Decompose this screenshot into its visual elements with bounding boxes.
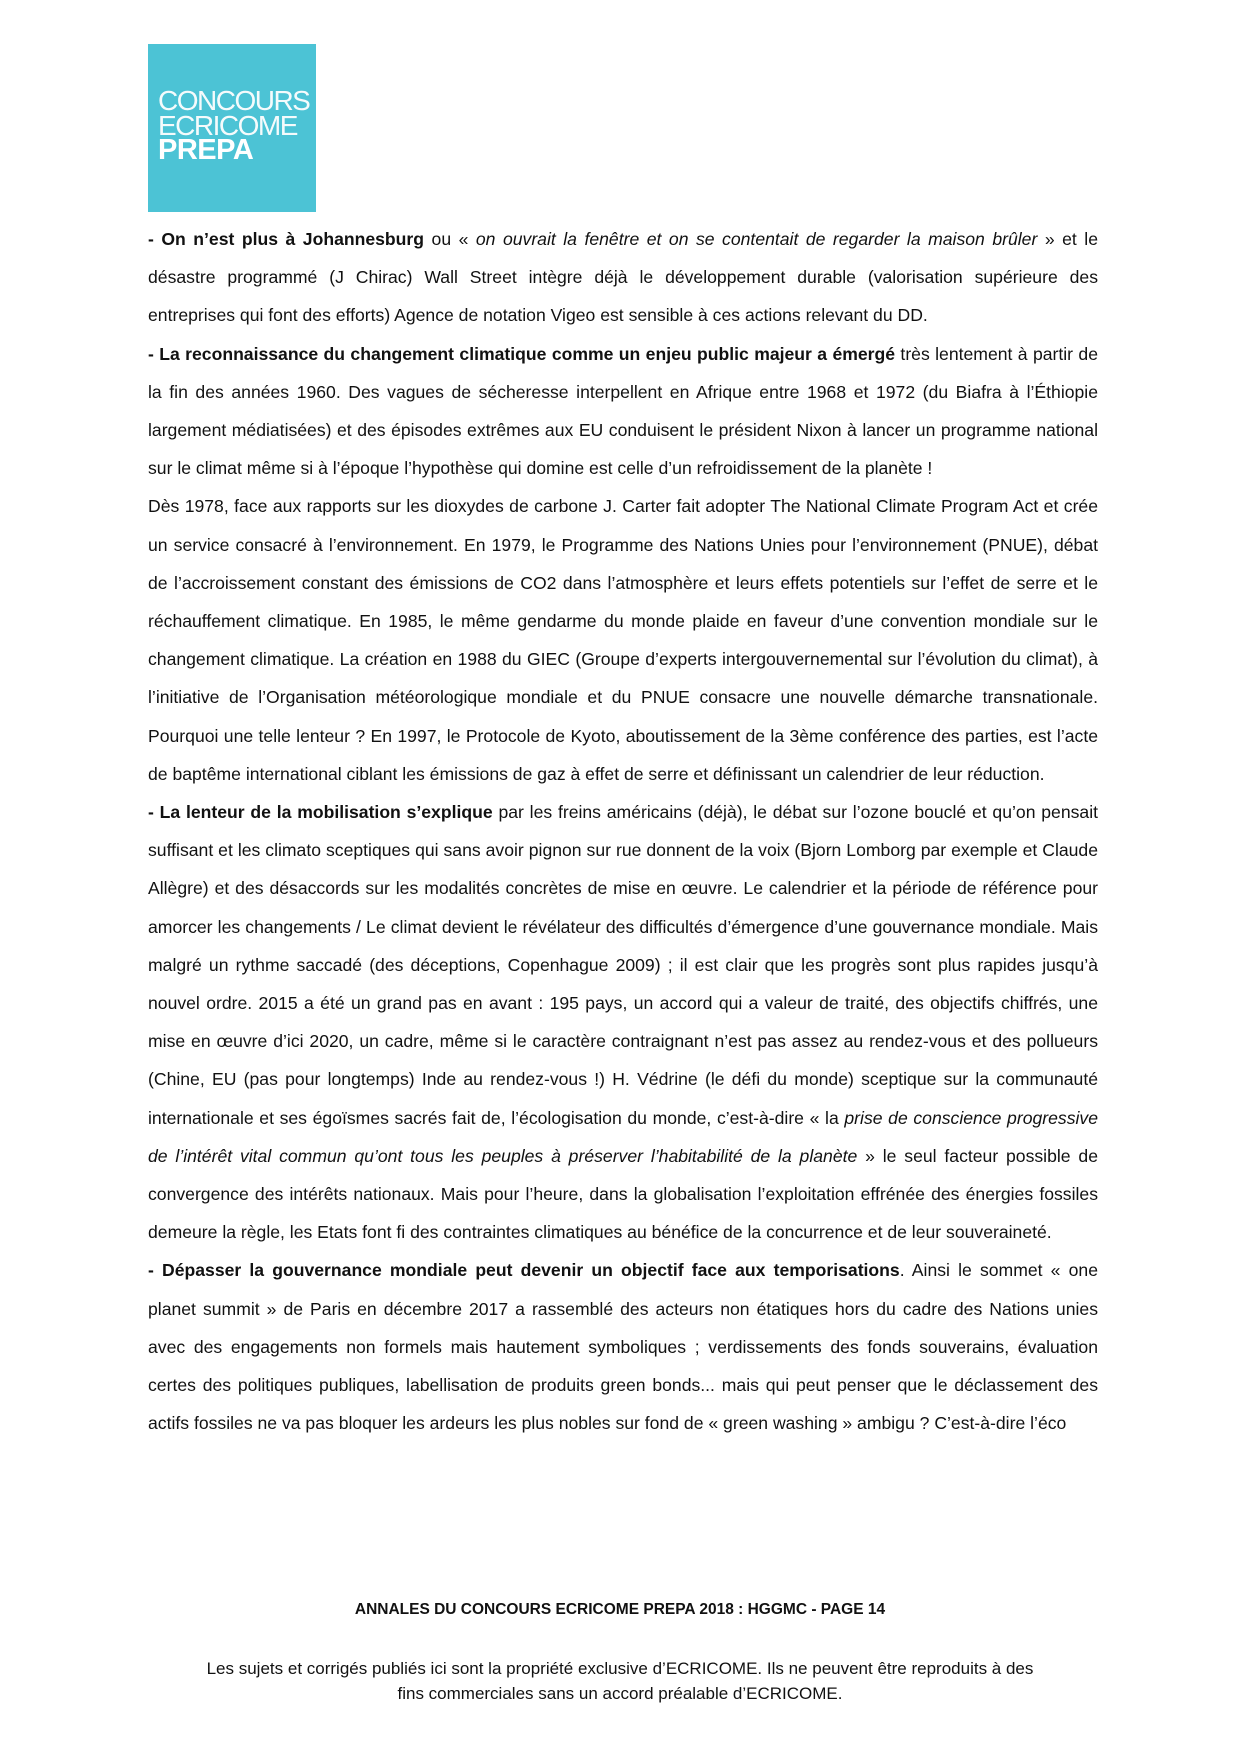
footer-copyright-note — [0, 1656, 1240, 1706]
paragraph-text: très lentement à partir de la fin des années 1960. Des vagues de sécheresse interpellent en Afrique entre 1968 et 1972 (du Biafra à l’Éthiopie largement médiatisées) et des épisodes extrêmes aux EU conduisent le président Nixon à lancer un programme national sur le climat même si à l’époque l’hypothèse qui domine est celle d’un refroidissement de la planète ! — [148, 343, 1098, 479]
paragraph-text: par les freins américains (déjà), le débat sur l’ozone bouclé et qu’on pensait suffisant et les climato sceptiques qui sans avoir pignon sur rue donnent de la voix (Bjorn Lomborg par exemple et Claude Allègre) et des désaccords sur les modalités concrètes de mise en œuvre. Le calendrier et la période de référence pour amorcer les changements / Le climat devient le révélateur des difficultés d’émergence d’une gouvernance mondiale. Mais malgré un rythme saccadé (des déceptions, Copenhague 2009) ; il est clair que les progrès sont plus rapides jusqu’à nouvel ordre. 2015 a été un grand pas en avant : 195 pays, un accord qui a valeur de traité, des objectifs chiffrés, une mise en œuvre d’ici 2020, un cadre, même si le caractère contraignant n’est pas assez au rendez-vous et des pollueurs (Chine, EU (pas pour longtemps) Inde au rendez-vous !) H. Védrine (le défi du monde) sceptique sur la communauté internationale et ses égoïsmes sacrés fait de, l’écologisation du monde, c’est-à-dire « la — [148, 802, 1098, 1128]
paragraph-heading: - La lenteur de la mobilisation s’explique — [148, 802, 493, 823]
ecricome-logo — [148, 44, 316, 212]
paragraph-reconnaissance — [148, 335, 1098, 488]
logo-line-concours: CONCOURS — [158, 85, 310, 116]
logo-line-ecricome: ECRICOME — [158, 110, 297, 141]
paragraph-text: Dès 1978, face aux rapports sur les dioxydes de carbone J. Carter fait adopter The National Climate Program Act et crée un service consacré à l’environnement. En 1979, le Programme des Nations Unies pour l’environnement (PNUE), débat de l’accroissement constant des émissions de CO2 dans l’atmosphère et leurs effets potentiels sur l’effet de serre et le réchauffement climatique. En 1985, le même gendarme du monde plaide en faveur d’une convention mondiale sur le changement climatique. La création en 1988 du GIEC (Groupe d’experts intergouvernemental sur l’évolution du climat), à l’initiative de l’Organisation météorologique mondiale et du PNUE consacre une nouvelle démarche transnationale. Pourquoi une telle lenteur ? En 1997, le Protocole de Kyoto, aboutissement de la 3ème conférence des parties, est l’acte de baptême international ciblant les émissions de gaz à effet de serre et définissant un calendrier de leur réduction. — [148, 496, 1098, 784]
paragraph-quote: on ouvrait la fenêtre et on se contentait de regarder la maison brûler — [475, 229, 1038, 249]
paragraph-lenteur — [148, 793, 1098, 1251]
paragraph-heading: - Dépasser la gouvernance mondiale peut devenir un objectif face aux temporisations — [148, 1260, 900, 1281]
paragraph-text: » le seul facteur possible de convergence des intérêts nationaux. Mais pour l’heure, dans la globalisation l’exploitation effrénée des énergies fossiles demeure la règle, les Etats font fi des contraintes climatiques au bénéfice de la concurrence et de leur souveraineté. — [148, 1145, 1098, 1243]
footer-title: ANNALES DU CONCOURS ECRICOME PREPA 2018 : HGGMC - PAGE 14 — [354, 1601, 886, 1618]
logo-line-prepa: PREPA — [158, 134, 254, 166]
paragraph-text: » et le désastre programmé (J Chirac) Wall Street intègre déjà le développement durable (valorisation supérieure des entreprises qui font des efforts) Agence de notation Vigeo est sensible à ces actions relevant du DD. — [148, 229, 1098, 326]
paragraph-quote: prise de conscience progressive de l’intérêt vital commun qu’ont tous les peuples à préserver l’habitabilité de la planète — [148, 1107, 1098, 1166]
paragraph-text: ou « — [424, 229, 476, 249]
paragraph-text: . Ainsi le sommet « one planet summit » de Paris en décembre 2017 a rassemblé des acteurs non étatiques hors du cadre des Nations unies avec des engagements non formels mais hautement symboliques ; verdissements des fonds souverains, évaluation certes des politiques publiques, labellisation de produits green bonds... mais qui peut penser que le déclassement des actifs fossiles ne va pas bloquer les ardeurs les plus nobles sur fond de « green washing » ambigu ? C’est-à-dire l’éco — [148, 1260, 1098, 1434]
paragraph-johannesburg — [148, 220, 1098, 335]
footer-note-line: fins commerciales sans un accord préalable d’ECRICOME. — [397, 1684, 843, 1703]
document-body — [148, 220, 1098, 1443]
paragraph-heading: - On n’est plus à Johannesburg — [148, 229, 425, 249]
footer-note-line: Les sujets et corrigés publiés ici sont la propriété exclusive d’ECRICOME. Ils ne peuvent être reproduits à des — [206, 1659, 1034, 1678]
paragraph-heading: - La reconnaissance du changement climatique comme un enjeu public majeur a émergé — [148, 343, 896, 364]
paragraph-depasser — [148, 1251, 1098, 1442]
paragraph-1978 — [148, 487, 1098, 793]
